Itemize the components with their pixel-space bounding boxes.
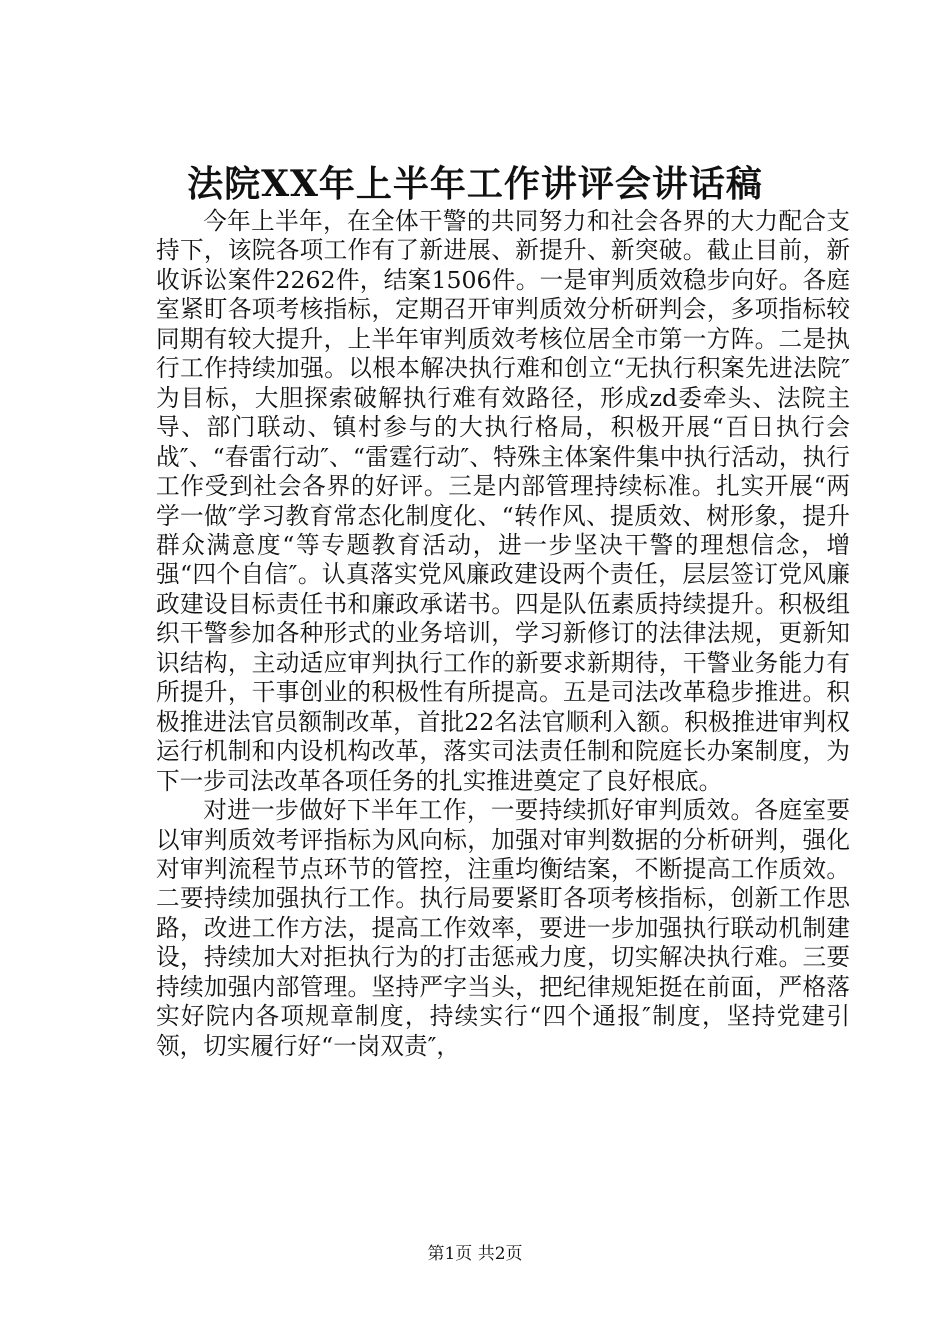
paragraph-1: 今年上半年，在全体干警的共同努力和社会各界的大力配合支持下，该院各项工作有了新进展、新提升、新突破。截止目前，新收诉讼案件2262件，结案1506件。一是审判质效稳步向好。各庭室紧盯各项考核指标，定期召开审判质效分析研判会，多项指标较同期有较大提升，上半年审判质效考核位居全市第一方阵。二是执行工作持续加强。以根本解决执行难和创立“无执行积案先进法院″为目标，大胆探索破解执行难有效路径，形成zd委牵头、法院主导、部门联动、镇村参与的大执行格局，积极开展“百日执行会战″、“春雷行动″、“雷霆行动″、特殊主体案件集中执行活动，执行工作受到社会各界的好评。三是内部管理持续标准。扎实开展“两学一做″学习教育常态化制度化、“转作风、提质效、树形象，提升群众满意度“等专题教育活动，进一步坚决干警的理想信念，增强“四个自信″。认真落实党风廉政建设两个责任，层层签订党风廉政建设目标责任书和廉政承诺书。四是队伍素质持续提升。积极组织干警参加各种形式的业务培训，学习新修订的法律法规，更新知识结构，主动适应审判执行工作的新要求新期待，干警业务能力有所提升，干事创业的积极性有所提高。五是司法改革稳步推进。积极推进法官员额制改革，首批22名法官顺利入额。积极推进审判权运行机制和内设机构改革，落实司法责任制和院庭长办案制度，为下一步司法改革各项任务的扎实推进奠定了良好根底。 bbox=[156, 207, 850, 795]
document-body bbox=[156, 207, 850, 1061]
paragraph-2: 对进一步做好下半年工作，一要持续抓好审判质效。各庭室要以审判质效考评指标为风向标，加强对审判数据的分析研判，强化对审判流程节点环节的管控，注重均衡结案，不断提高工作质效。二要持续加强执行工作。执行局要紧盯各项考核指标，创新工作思路，改进工作方法，提高工作效率，要进一步加强执行联动机制建设，持续加大对拒执行为的打击惩戒力度，切实解决执行难。三要持续加强内部管理。坚持严字当头，把纪律规矩挺在前面，严格落实好院内各项规章制度，持续实行“四个通报″制度，坚持党建引领，切实履行好“一岗双责″， bbox=[156, 796, 850, 1060]
document-title: 法院XX年上半年工作讲评会讲话稿 bbox=[187, 163, 763, 205]
page-number-footer: 第1页 共2页 bbox=[427, 1244, 523, 1264]
